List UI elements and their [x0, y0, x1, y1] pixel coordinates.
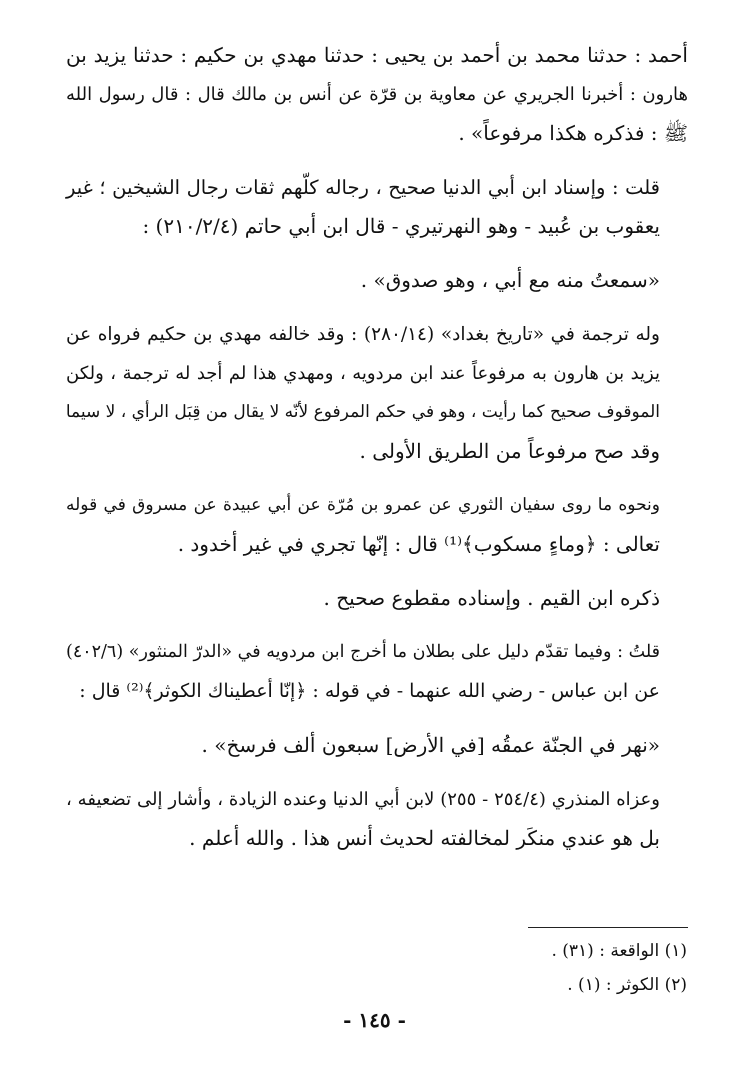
text-line: تعالى : ﴿وماءٍ مسكوب﴾⁽¹⁾ قال : إنّها تجري في غير أخدود . — [177, 532, 660, 556]
footnote-divider — [528, 927, 688, 928]
text-line: أحمد : حدثنا محمد بن أحمد بن يحيى : حدثنا مهدي بن حكيم : حدثنا يزيد بن — [66, 43, 688, 67]
text-line: هارون : أخبرنا الجريري عن معاوية بن قرّة عن أنس بن مالك قال : قال رسول الله — [66, 84, 688, 105]
paragraph-quote-river — [66, 726, 688, 765]
text-line: قلتُ : وفيما تقدّم دليل على بطلان ما أخرج ابن مردويه في «الدرّ المنثور» (٤٠٢/٦) — [66, 642, 660, 662]
text-line: «نهر في الجنّة عمقُه [في الأرض] سبعون ألف فرسخ» . — [201, 733, 660, 757]
paragraph-mundhiri — [66, 780, 688, 858]
text-line: «سمعتُ منه مع أبي ، وهو صدوق» . — [360, 268, 660, 292]
footnote-2: (٢) الكوثر : (١) . — [567, 975, 687, 995]
paragraph-quote-narrator — [66, 261, 688, 300]
paragraph-isnad-assessment — [66, 168, 688, 246]
text-line: عن ابن عباس - رضي الله عنهما - في قوله : ﴿إنّا أعطيناك الكوثر﴾⁽²⁾ قال : — [79, 680, 660, 702]
text-line: وعزاه المنذري (٢٥٤/٤ - ٢٥٥) لابن أبي الدنيا وعنده الزيادة ، وأشار إلى تضعيفه ، — [66, 789, 660, 810]
text-line: الموقوف صحيح كما رأيت ، وهو في حكم المرفوع لأنّه لا يقال من قِبَل الرأي ، لا سيما — [65, 402, 660, 422]
footnotes — [387, 934, 687, 1002]
paragraph-hadith-isnad — [66, 36, 688, 153]
paragraph-thawri-narration — [66, 486, 688, 564]
text-line: يزيد بن هارون به مرفوعاً عند ابن مردويه ، ومهدي هذا لم أجد له ترجمة ، ولكن — [66, 363, 660, 384]
text-line: ﷺ : فذكره هكذا مرفوعاً» . — [458, 121, 688, 145]
paragraph-biography — [66, 315, 688, 471]
page-number: - ١٤٥ - — [343, 1008, 406, 1032]
paragraph-ibn-qayyim — [66, 579, 688, 618]
text-line: ذكره ابن القيم . وإسناده مقطوع صحيح . — [323, 586, 660, 610]
paragraph-ibn-marduwayh — [66, 633, 688, 711]
text-line: وقد صح مرفوعاً من الطريق الأولى . — [359, 439, 660, 463]
footnote-1: (١) الواقعة : (٣١) . — [551, 941, 687, 961]
main-text — [66, 36, 688, 873]
text-line: قلت : وإسناد ابن أبي الدنيا صحيح ، رجاله كلّهم ثقات رجال الشيخين ؛ غير — [66, 176, 660, 199]
text-line: وله ترجمة في «تاريخ بغداد» (٢٨٠/١٤) : وقد خالفه مهدي بن حكيم فرواه عن — [66, 324, 660, 345]
text-line: بل هو عندي منكَر لمخالفته لحديث أنس هذا . والله أعلم . — [189, 826, 660, 850]
text-line: يعقوب بن عُبيد - وهو النهرتيري - قال ابن أبي حاتم (٢١٠/٢/٤) : — [142, 214, 660, 238]
text-line: ونحوه ما روى سفيان الثوري عن عمرو بن مُرّة عن أبي عبيدة عن مسروق في قوله — [66, 495, 660, 515]
